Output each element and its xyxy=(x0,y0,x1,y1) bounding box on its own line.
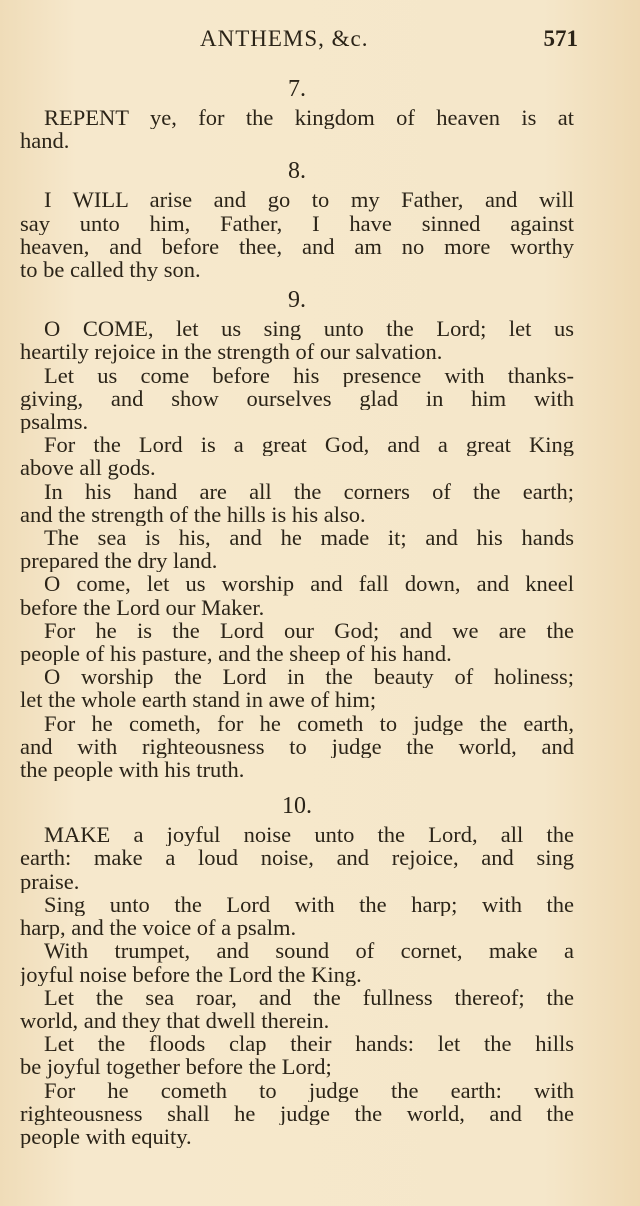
text-line: be joyful together before the Lord; xyxy=(20,1055,332,1079)
verse xyxy=(20,572,574,618)
text-line: For the Lord is a great God, and a great King xyxy=(44,433,574,457)
verse xyxy=(20,1032,574,1078)
text-line: The sea is his, and he made it; and his hands xyxy=(44,526,574,550)
text-line: Sing unto the Lord with the harp; with the xyxy=(44,892,574,917)
text-line: For he is the Lord our God; and we are the xyxy=(44,618,574,643)
text-line: REPENT ye, for the kingdom of heaven is at xyxy=(44,106,574,130)
text-line: giving, and show ourselves glad in him with xyxy=(20,386,574,411)
text-line: For he cometh to judge the earth: with xyxy=(44,1078,574,1102)
text-line: to be called thy son. xyxy=(20,258,201,282)
text-line: people with equity. xyxy=(20,1124,192,1149)
running-title: ANTHEMS, &c. xyxy=(200,26,369,51)
text-line: joyful noise before the Lord the King. xyxy=(20,962,362,986)
verse xyxy=(20,106,574,152)
verse xyxy=(20,364,574,434)
section-number: 9. xyxy=(288,287,306,314)
text-line: world, and they that dwell therein. xyxy=(20,1008,330,1033)
verse xyxy=(20,939,574,985)
verse xyxy=(20,665,574,711)
text-line: O COME, let us sing unto the Lord; let us xyxy=(44,317,574,341)
text-line: O come, let us worship and fall down, and kneel xyxy=(44,572,574,596)
page-header xyxy=(20,26,578,62)
verse xyxy=(20,188,574,281)
text-line: hand. xyxy=(20,129,70,153)
section-gap xyxy=(20,781,574,787)
text-line: I WILL arise and go to my Father, and will xyxy=(44,188,574,212)
text-line: and with righteousness to judge the world, and xyxy=(20,734,574,759)
text-line: harp, and the voice of a psalm. xyxy=(20,916,297,940)
section-number: 10. xyxy=(282,793,312,820)
verse xyxy=(20,619,574,665)
verse xyxy=(20,1079,574,1149)
page-number: 571 xyxy=(543,26,578,51)
text-line: the people with his truth. xyxy=(20,758,245,782)
text-line: Let the sea roar, and the fullness thereof; the xyxy=(44,985,574,1009)
verse xyxy=(20,433,574,479)
verse xyxy=(20,317,574,363)
section-number: 8. xyxy=(288,158,306,185)
text-line: righteousness shall he judge the world, and the xyxy=(20,1101,574,1125)
text-line: Let us come before his presence with thanks- xyxy=(44,363,574,387)
text-line: MAKE a joyful noise unto the Lord, all the xyxy=(44,823,574,847)
text-line: let the whole earth stand in awe of him; xyxy=(20,688,377,712)
text-line: prepared the dry land. xyxy=(20,549,218,573)
text-line: and the strength of the hills is his also. xyxy=(20,502,366,527)
text-line: heartily rejoice in the strength of our salvation. xyxy=(20,340,443,364)
text-line: psalms. xyxy=(20,410,89,434)
text-line: praise. xyxy=(20,869,80,893)
verse xyxy=(20,526,574,572)
verse xyxy=(20,893,574,939)
text-line: people of his pasture, and the sheep of his hand. xyxy=(20,642,452,666)
section-number: 7. xyxy=(288,76,306,102)
verse xyxy=(20,712,574,782)
text-line: Let the floods clap their hands: let the hills xyxy=(44,1032,574,1056)
text-line: before the Lord our Maker. xyxy=(20,595,265,619)
verse xyxy=(20,480,574,526)
text-line: O worship the Lord in the beauty of holiness; xyxy=(44,665,574,689)
anthems-text xyxy=(20,74,574,1148)
text-line: earth: make a loud noise, and rejoice, and sing xyxy=(20,846,574,870)
verse xyxy=(20,823,574,893)
verse xyxy=(20,986,574,1032)
text-line: heaven, and before thee, and am no more worthy xyxy=(20,234,574,259)
text-line: With trumpet, and sound of cornet, make a xyxy=(44,939,574,963)
text-line: say unto him, Father, I have sinned against xyxy=(20,211,574,235)
text-line: above all gods. xyxy=(20,456,156,480)
text-line: For he cometh, for he cometh to judge the earth, xyxy=(44,711,574,735)
text-line: In his hand are all the corners of the earth; xyxy=(44,479,574,503)
